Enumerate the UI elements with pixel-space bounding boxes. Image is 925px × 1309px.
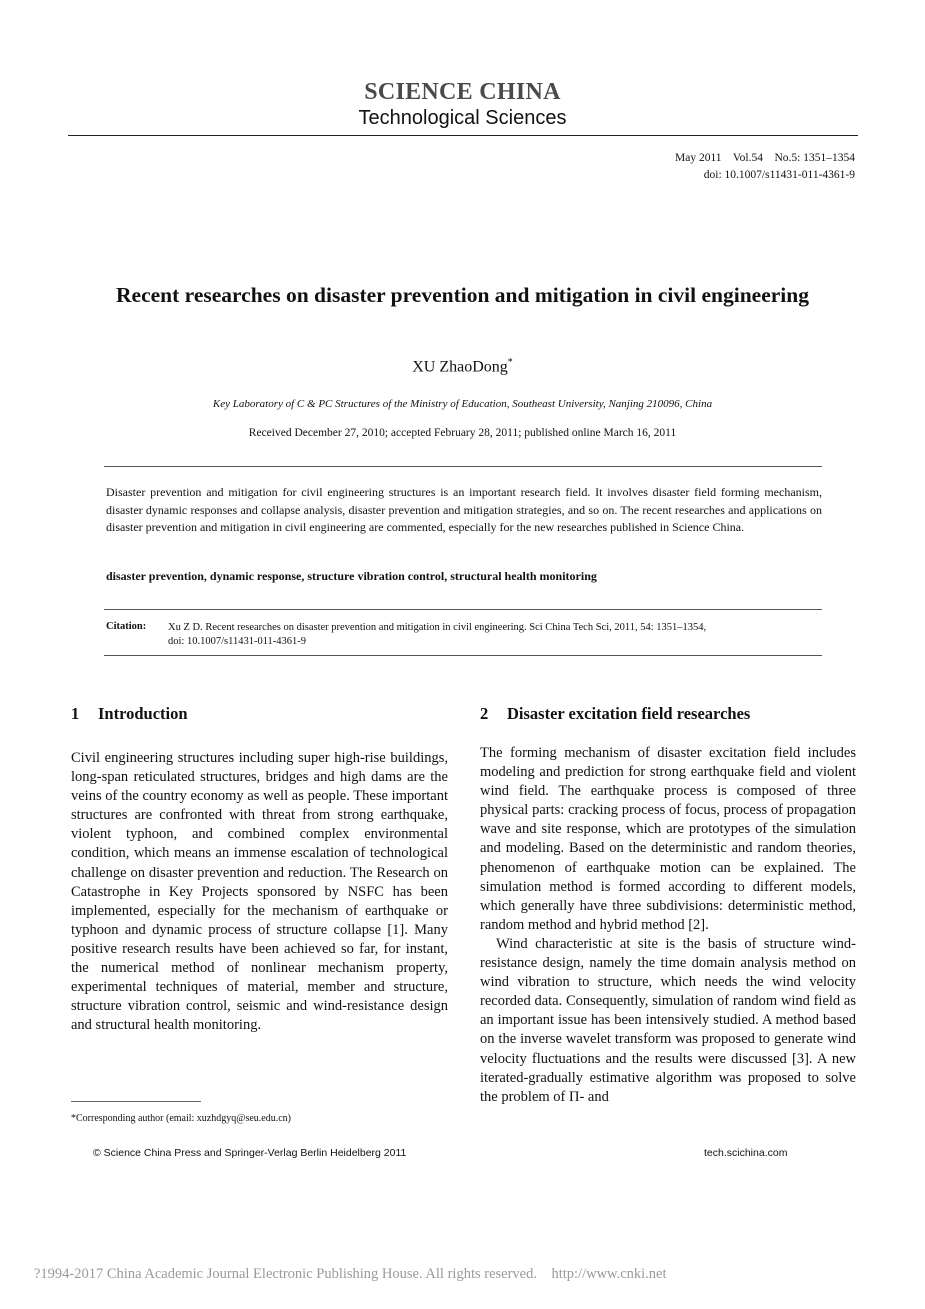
journal-series: Technological Sciences — [358, 107, 567, 129]
section-number: 1 — [71, 704, 80, 723]
author-name: XU ZhaoDong — [412, 358, 508, 376]
cnki-watermark: ?1994-2017 China Academic Journal Electronic Publishing House. All rights reserved. http://www.cnki.net — [34, 1266, 667, 1282]
corresponding-author-mark: * — [507, 357, 513, 368]
article-title: Recent researches on disaster prevention and mitigation in civil engineering — [116, 283, 809, 307]
paragraph: Civil engineering structures including super high-rise buildings, long-span reticulated structures, bridges and high dams are the veins of the country economy as well as people. These important structures are confronted with threat from strong earthquake, violent typhoon, and combined complex environmental condition, which means an immense escalation of technological challenge on disaster prevention and reduction. The Research on Catastrophe in Key Projects sponsored by NSFC has been implemented, especially for the mechanism of earthquake or typhoon and dynamic process of structure collapse [1]. Many positive research results have been achieved so far, for instant, the numerical method of nonlinear mechanism property, experimental techniques of material, member and structure, structure vibration control, seismic and wind-resistance design and structural health monitoring. — [71, 750, 448, 1034]
author-line — [0, 357, 925, 376]
section-title: Introduction — [98, 704, 188, 723]
citation-line: Xu Z D. Recent researches on disaster prevention and mitigation in civil engineering. Sci China Tech Sci, 2011, 54: 1351–1354, — [168, 622, 707, 633]
citation-doi: doi: 10.1007/s11431-011-4361-9 — [168, 635, 307, 647]
journal-website: tech.scichina.com — [704, 1147, 788, 1159]
keywords: disaster prevention, dynamic response, structure vibration control, structural health monitoring — [106, 569, 597, 583]
copyright-notice: © Science China Press and Springer-Verlag Berlin Heidelberg 2011 — [93, 1147, 407, 1159]
section-heading-disaster-excitation — [480, 704, 750, 724]
paragraph: Wind characteristic at site is the basis of structure wind-resistance design, namely the time domain analysis method on wind vibration to structure, which needs the wind velocity recorded data. Consequently, simulation of random wind field as an important issue has been intensively studied. A method based on the inverse wavelet transform was proposed to generate wind velocity fluctuations and the results were discussed [3]. A new iterated-gradually estimative algorithm was proposed to solve the problem of Π- and — [480, 935, 856, 1105]
footnote-corresponding-author: *Corresponding author (email: xuzhdgyq@seu.edu.cn) — [71, 1113, 291, 1124]
section-title: Disaster excitation field researches — [507, 704, 751, 723]
journal-name: SCIENCE CHINA — [364, 79, 561, 105]
abstract: Disaster prevention and mitigation for civil engineering structures is an important research field. It involves disaster field forming mechanism, disaster dynamic responses and collapse analysis, disaster prevention and mitigation strategies, and so on. The recent researches and applications on disaster prevention and mitigation in civil engineering are commented, especially for the new researches published in Science China. — [106, 485, 822, 534]
citation-text — [168, 621, 788, 648]
affiliation: Key Laboratory of C & PC Structures of the Ministry of Education, Southeast University, Nanjing 210096, China — [212, 398, 713, 410]
citation-bottom-rule — [104, 655, 822, 656]
header-divider — [68, 135, 858, 136]
paragraph: The forming mechanism of disaster excitation field includes modeling and prediction for strong earthquake field and violent wind field. The earthquake process is composed of three physical parts: cracking process of focus, process of propagation wave and site response, which are prototypes of the simulation and modeling. Based on the deterministic and random theories, phenomenon of earthquake motion can be explained. The simulation method is formed according to different models, which generally have three subdivisions: deterministic method, random method and hybrid method [2]. — [480, 745, 856, 933]
section-heading-introduction — [71, 704, 188, 724]
issue-info: May 2011 Vol.54 No.5: 1351–1354 — [675, 152, 855, 164]
footnote-divider — [71, 1101, 201, 1102]
doi: doi: 10.1007/s11431-011-4361-9 — [703, 169, 855, 181]
citation-top-rule — [104, 609, 822, 610]
publication-dates: Received December 27, 2010; accepted February 28, 2011; published online March 16, 2011 — [248, 427, 677, 439]
disaster-excitation-body — [480, 744, 856, 1107]
citation-label: Citation: — [106, 621, 147, 632]
abstract-top-rule — [104, 466, 822, 467]
introduction-body — [71, 749, 448, 1035]
section-number: 2 — [480, 704, 489, 723]
